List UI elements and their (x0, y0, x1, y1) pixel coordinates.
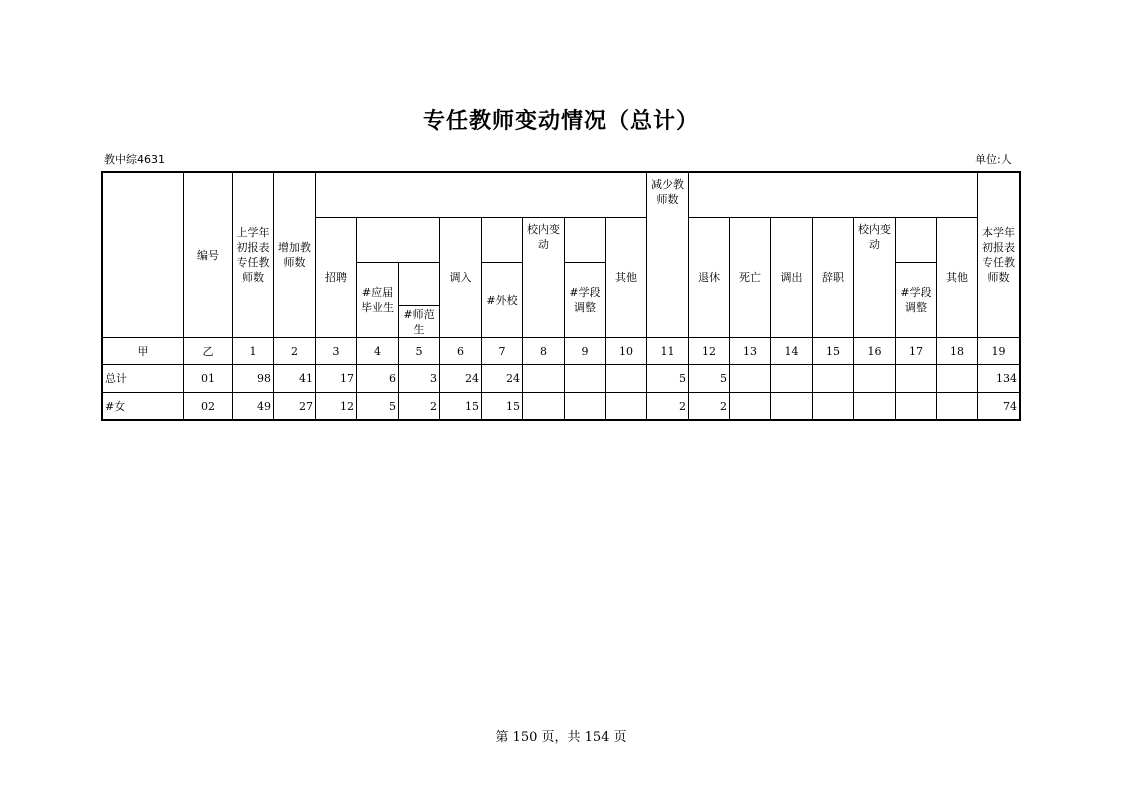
header-decrease-group (688, 172, 977, 217)
table-right-border (1019, 172, 1020, 420)
header-normal-sub-blank (398, 262, 439, 305)
table-cell (605, 392, 646, 419)
header-transfer-out: 调出 (770, 217, 812, 337)
table-cell: 6 (356, 364, 398, 392)
index-cell: 10 (605, 337, 646, 364)
table-cell: 02 (183, 392, 232, 419)
table-cell: 2 (688, 392, 729, 419)
header-recruit-sub-group (356, 217, 439, 262)
index-cell: 6 (439, 337, 481, 364)
table-cell (729, 364, 770, 392)
table-cell (770, 364, 812, 392)
index-cell: 3 (315, 337, 356, 364)
table-cell: 15 (439, 392, 481, 419)
table-cell: 49 (232, 392, 273, 419)
table-cell (522, 392, 564, 419)
header-other-school: #外校 (481, 262, 522, 337)
row-label: #女 (102, 392, 183, 419)
index-cell: 12 (688, 337, 729, 364)
header-death: 死亡 (729, 217, 770, 337)
header-blank-cell (102, 172, 183, 337)
table-cell (729, 392, 770, 419)
header-prev-year-teachers: 上学年初报表专任教师数 (232, 172, 273, 337)
table-cell: 5 (356, 392, 398, 419)
header-stage-adjust-out-blank (895, 217, 936, 262)
index-cell: 9 (564, 337, 605, 364)
table-cell (812, 364, 853, 392)
table-cell: 27 (273, 392, 315, 419)
index-cell: 8 (522, 337, 564, 364)
table-cell: 12 (315, 392, 356, 419)
table-cell: 74 (977, 392, 1019, 419)
table-cell: 3 (398, 364, 439, 392)
index-cell: 1 (232, 337, 273, 364)
header-internal-change-in: 校内变动 (522, 217, 564, 337)
table-cell (895, 364, 936, 392)
table-cell: 134 (977, 364, 1019, 392)
header-stage-adjust-out: #学段调整 (895, 262, 936, 337)
index-cell: 16 (853, 337, 895, 364)
header-this-year-teachers: 本学年初报表专任教师数 (977, 172, 1019, 337)
table-bottom-border (102, 419, 1020, 420)
header-bianhao: 编号 (183, 172, 232, 337)
header-other-out: 其他 (936, 217, 977, 337)
table-cell (564, 364, 605, 392)
unit-label: 单位:人 (975, 153, 1012, 166)
page-footer: 第 150 页，共 154 页 (495, 730, 627, 745)
table-cell: 41 (273, 364, 315, 392)
header-recruit: 招聘 (315, 217, 356, 337)
header-resign: 辞职 (812, 217, 853, 337)
table-cell: 24 (481, 364, 522, 392)
table-cell: 5 (646, 364, 688, 392)
header-transfer-in-sub-blank (481, 217, 522, 262)
table-cell (936, 392, 977, 419)
index-cell: 18 (936, 337, 977, 364)
table-cell: 15 (481, 392, 522, 419)
table-cell (770, 392, 812, 419)
table-cell (936, 364, 977, 392)
index-cell: 17 (895, 337, 936, 364)
page-title: 专任教师变动情况（总计） (422, 109, 699, 134)
table-cell (605, 364, 646, 392)
header-internal-change-out: 校内变动 (853, 217, 895, 337)
header-fresh-graduates: #应届毕业生 (356, 262, 398, 337)
row-label: 总计 (102, 364, 183, 392)
table-cell (853, 392, 895, 419)
table-cell: 5 (688, 364, 729, 392)
index-cell: 4 (356, 337, 398, 364)
table-cell: 17 (315, 364, 356, 392)
table-cell: 01 (183, 364, 232, 392)
table-cell: 2 (646, 392, 688, 419)
header-normal-students: #师范生 (398, 305, 439, 337)
header-transfer-in: 调入 (439, 217, 481, 337)
header-increase-group (315, 172, 688, 217)
table-cell (895, 392, 936, 419)
header-retire: 退休 (688, 217, 729, 337)
table-cell (812, 392, 853, 419)
header-stage-adjust-in-blank (564, 217, 605, 262)
table-cell: 2 (398, 392, 439, 419)
table-cell (853, 364, 895, 392)
table-cell: 98 (232, 364, 273, 392)
index-cell: 13 (729, 337, 770, 364)
index-cell: 乙 (183, 337, 232, 364)
index-cell: 15 (812, 337, 853, 364)
index-cell: 甲 (102, 337, 183, 364)
header-decrease: 减少教师数 (646, 172, 688, 337)
index-cell: 2 (273, 337, 315, 364)
table-cell (564, 392, 605, 419)
index-cell: 7 (481, 337, 522, 364)
header-other-in: 其他 (605, 217, 646, 337)
index-cell: 14 (770, 337, 812, 364)
table-cell (522, 364, 564, 392)
header-increase: 增加教师数 (273, 172, 315, 337)
index-cell: 11 (646, 337, 688, 364)
header-stage-adjust-in: #学段调整 (564, 262, 605, 337)
table-cell: 24 (439, 364, 481, 392)
index-cell: 5 (398, 337, 439, 364)
form-code: 教中综4631 (104, 153, 165, 166)
index-cell: 19 (977, 337, 1019, 364)
